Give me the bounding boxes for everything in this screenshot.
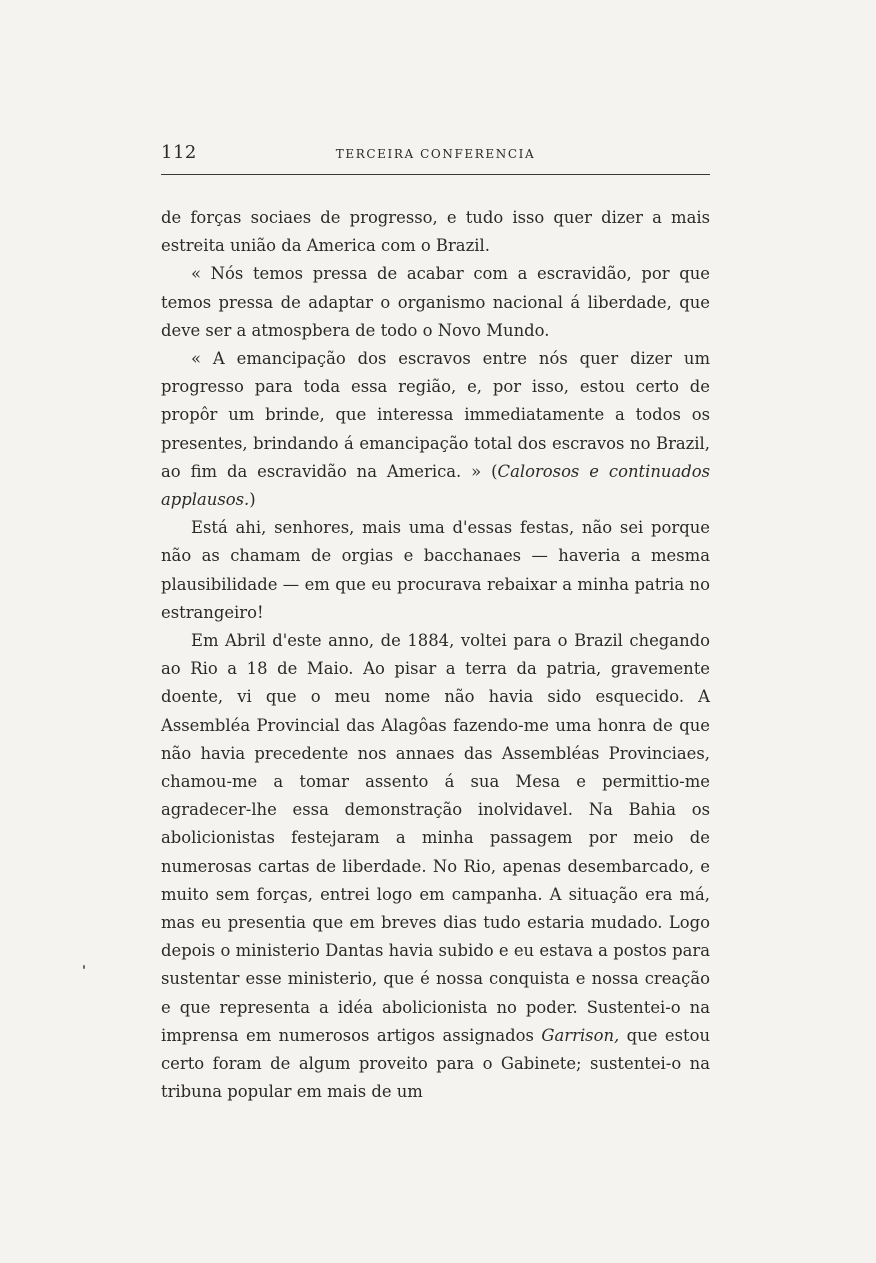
paragraph-text: Está ahi, senhores, mais uma d'essas festas, não sei porque não as chamam de orgias e bacchanaes — haveria a mesma plausibilidade — em que eu procurava rebaixar a minha patria no estrangeiro! bbox=[161, 518, 710, 622]
pseudonym: Garrison, bbox=[541, 1025, 620, 1045]
paragraph-3 bbox=[161, 345, 710, 514]
paragraph-text-after: que estou certo foram de algum proveito para o Gabinete; sustentei-o na tribuna popular em mais de um bbox=[161, 1025, 710, 1102]
paragraph-4 bbox=[161, 514, 710, 627]
paragraph-text: « Nós temos pressa de acabar com a escravidão, por que temos pressa de adaptar o organismo nacional á liberdade, que deve ser a atmospbera de todo o Novo Mundo. bbox=[161, 264, 710, 340]
header-rule bbox=[161, 174, 710, 175]
paragraph-text: Em Abril d'este anno, de 1884, voltei para o Brazil chegando ao Rio a 18 de Maio. Ao pisar a terra da patria, gravemente doente, vi que o meu nome não havia sido esquecido. A Assembléa Provincial das Alagôas fazendo-me uma honra de que não havia precedente nos annaes das Assembléas Provinciaes, chamou-me a tomar assento á sua Mesa e permittio-me agradecer-lhe essa demonstração inolvidavel. Na Bahia os abolicionistas festejaram a minha passagem por meio de numerosas cartas de liberdade. No Rio, apenas desembarcado, e muito sem forças, entrei logo em campanha. A situação era má, mas eu presentia que em breves dias tudo estaria mudado. Logo depois o ministerio Dantas havia subido e eu estava a postos para sustentar esse ministerio, que é nossa conquista e nossa creação e que representa a idéa abolicionista no poder. Sustentei-o na imprensa em numerosos artigos assignados bbox=[161, 631, 710, 1045]
paragraph-text: de forças sociaes de progresso, e tudo isso quer dizer a mais estreita união da America com o Brazil. bbox=[161, 208, 710, 256]
paragraph-text-after: ) bbox=[249, 490, 256, 510]
stage-direction: Calorosos e continuados applausos. bbox=[161, 461, 711, 510]
paragraph-5 bbox=[161, 627, 710, 1106]
paragraph-1 bbox=[161, 204, 710, 260]
margin-speck bbox=[83, 965, 85, 969]
paragraph-2 bbox=[161, 260, 710, 345]
page-number: 112 bbox=[161, 142, 197, 163]
page-header bbox=[161, 142, 710, 172]
paragraph-text: « A emancipação dos escravos entre nós quer dizer um progresso para toda essa região, e, por isso, estou certo de propôr um brinde, que interessa immediatamente a todos os presentes, brindando á emancipação total dos escravos no Brazil, ao fim da escravidão na America. » ( bbox=[161, 349, 710, 481]
running-title: TERCEIRA CONFERENCIA bbox=[335, 147, 536, 161]
body-text bbox=[161, 204, 710, 1107]
